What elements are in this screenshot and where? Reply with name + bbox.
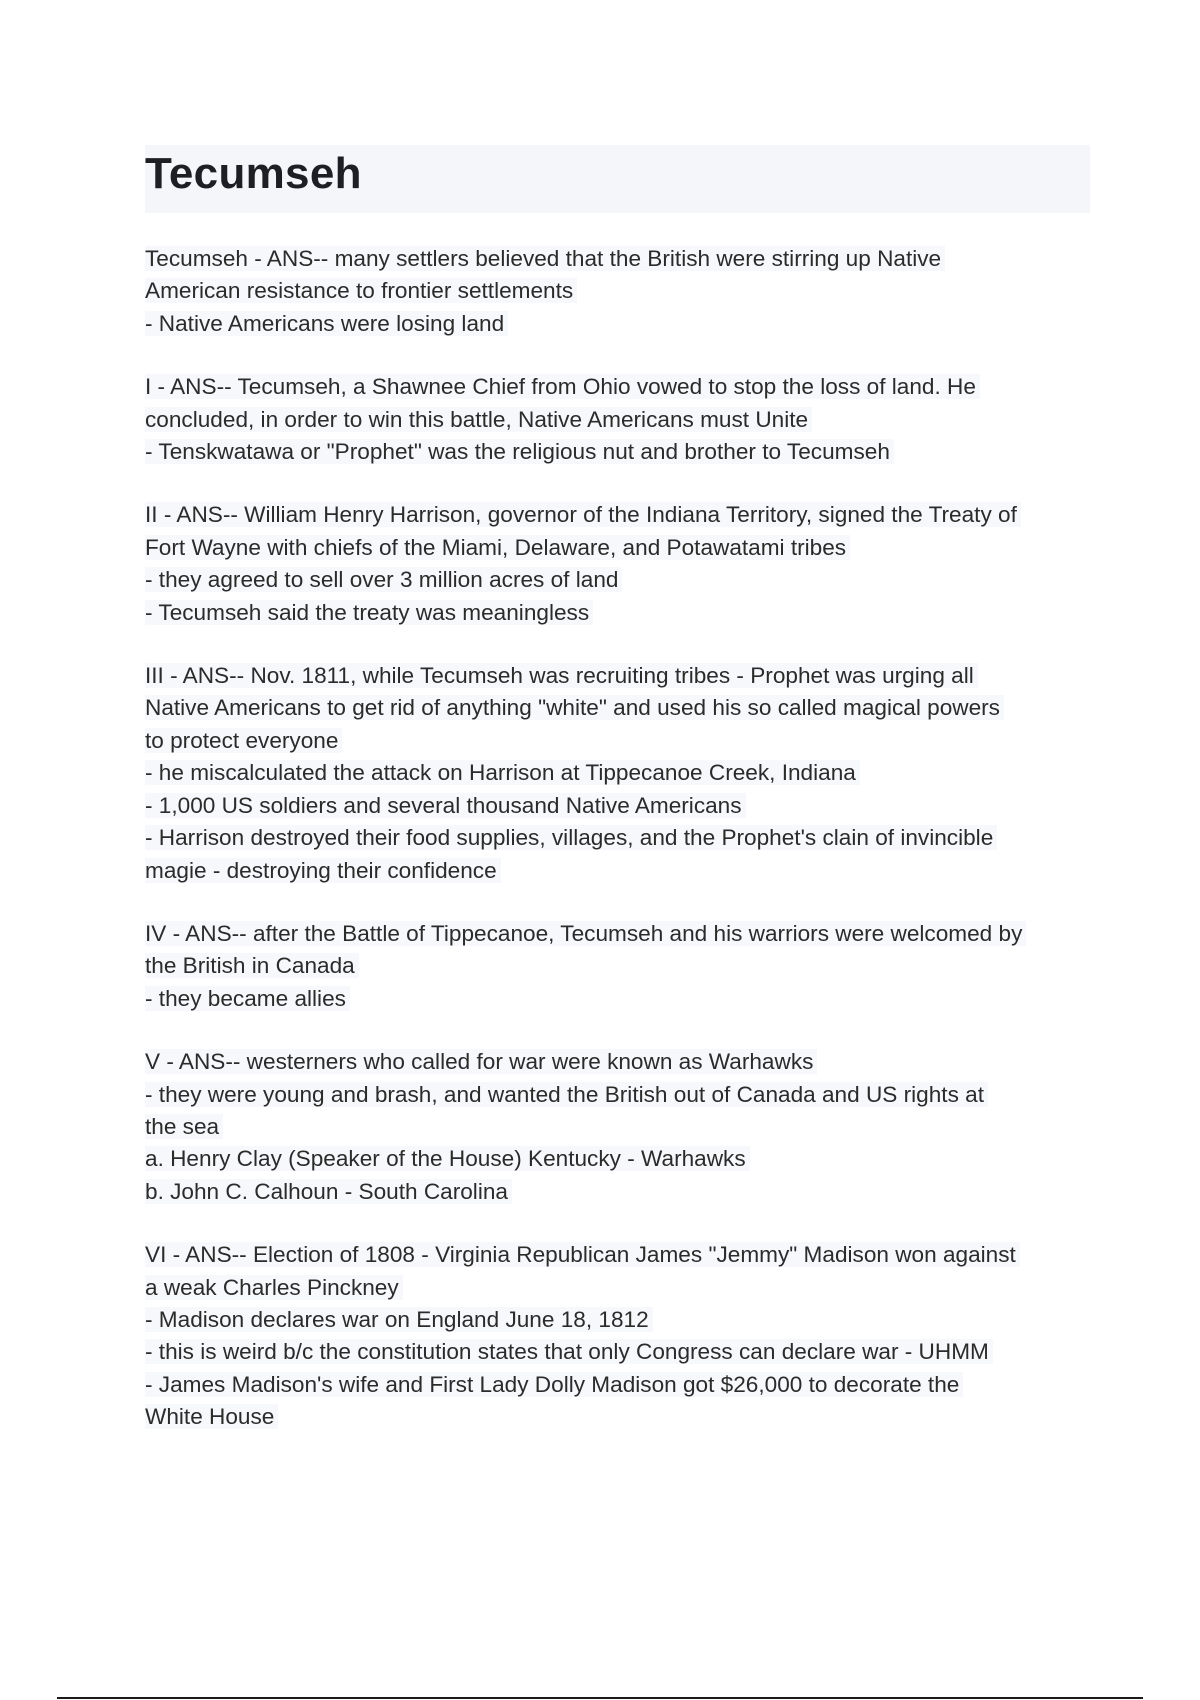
entry-line — [145, 275, 1095, 307]
entry-line — [145, 1111, 1095, 1143]
qa-entry — [145, 918, 1095, 1015]
entry-line — [145, 597, 1095, 629]
entry-line-text: Tecumseh - ANS-- many settlers believed that the British were stirring up Native — [145, 246, 945, 271]
entry-line — [145, 243, 1095, 275]
entry-line — [145, 692, 1095, 724]
entry-line — [145, 1239, 1095, 1271]
entry-line-text: the British in Canada — [145, 953, 359, 978]
entry-line-text: - Tenskwatawa or "Prophet" was the religious nut and brother to Tecumseh — [145, 439, 894, 464]
entry-line — [145, 1079, 1095, 1111]
entry-line-text: a weak Charles Pinckney — [145, 1275, 403, 1300]
qa-entry — [145, 660, 1095, 887]
entry-line — [145, 532, 1095, 564]
entry-line — [145, 371, 1095, 403]
qa-entry — [145, 371, 1095, 468]
entry-line-text: concluded, in order to win this battle, Native Americans must Unite — [145, 407, 812, 432]
entry-line — [145, 1401, 1095, 1433]
entry-line — [145, 855, 1095, 887]
entry-line — [145, 436, 1095, 468]
entry-line — [145, 822, 1095, 854]
entry-line — [145, 757, 1095, 789]
entry-line-text: - Harrison destroyed their food supplies, villages, and the Prophet's clain of invincible — [145, 825, 997, 850]
entry-line-text: American resistance to frontier settlements — [145, 278, 577, 303]
entry-line — [145, 950, 1095, 982]
entry-line-text: - 1,000 US soldiers and several thousand Native Americans — [145, 793, 746, 818]
entry-line-text: VI - ANS-- Election of 1808 - Virginia Republican James "Jemmy" Madison won against — [145, 1242, 1020, 1267]
entry-line-text: to protect everyone — [145, 728, 342, 753]
entry-line — [145, 725, 1095, 757]
entry-line-text: - this is weird b/c the constitution states that only Congress can declare war - UHMM — [145, 1339, 993, 1364]
entry-line-text: b. John C. Calhoun - South Carolina — [145, 1179, 512, 1204]
entry-line — [145, 404, 1095, 436]
entry-line — [145, 790, 1095, 822]
entry-line — [145, 564, 1095, 596]
entry-line — [145, 1176, 1095, 1208]
qa-entry — [145, 1046, 1095, 1208]
entry-line — [145, 918, 1095, 950]
page-bottom-rule — [57, 1697, 1143, 1699]
entry-line — [145, 1143, 1095, 1175]
entry-line-text: - Native Americans were losing land — [145, 311, 508, 336]
entry-line — [145, 499, 1095, 531]
entry-line-text: a. Henry Clay (Speaker of the House) Kentucky - Warhawks — [145, 1146, 750, 1171]
entry-line-text: the sea — [145, 1114, 223, 1139]
qa-entry — [145, 499, 1095, 629]
entry-line — [145, 1046, 1095, 1078]
notes-content — [145, 243, 1095, 1465]
entry-line — [145, 1336, 1095, 1368]
entry-line-text: IV - ANS-- after the Battle of Tippecanoe, Tecumseh and his warriors were welcomed by — [145, 921, 1026, 946]
entry-line-text: - he miscalculated the attack on Harrison at Tippecanoe Creek, Indiana — [145, 760, 860, 785]
entry-line — [145, 308, 1095, 340]
entry-line — [145, 983, 1095, 1015]
entry-line-text: White House — [145, 1404, 278, 1429]
entry-line-text: - they became allies — [145, 986, 350, 1011]
entry-line — [145, 1369, 1095, 1401]
entry-line-text: magie - destroying their confidence — [145, 858, 501, 883]
entry-line-text: - James Madison's wife and First Lady Dolly Madison got $26,000 to decorate the — [145, 1372, 963, 1397]
qa-entry — [145, 243, 1095, 340]
page-title: Tecumseh — [145, 149, 362, 198]
entry-line-text: - they agreed to sell over 3 million acres of land — [145, 567, 622, 592]
entry-line — [145, 1272, 1095, 1304]
entry-line-text: Fort Wayne with chiefs of the Miami, Delaware, and Potawatami tribes — [145, 535, 850, 560]
entry-line-text: III - ANS-- Nov. 1811, while Tecumseh was recruiting tribes - Prophet was urging all — [145, 663, 978, 688]
entry-line-text: V - ANS-- westerners who called for war were known as Warhawks — [145, 1049, 817, 1074]
entry-line-text: I - ANS-- Tecumseh, a Shawnee Chief from Ohio vowed to stop the loss of land. He — [145, 374, 980, 399]
entry-line-text: - they were young and brash, and wanted the British out of Canada and US rights at — [145, 1082, 988, 1107]
qa-entry — [145, 1239, 1095, 1433]
entry-line — [145, 1304, 1095, 1336]
entry-line-text: - Tecumseh said the treaty was meaningless — [145, 600, 593, 625]
entry-line — [145, 660, 1095, 692]
entry-line-text: II - ANS-- William Henry Harrison, governor of the Indiana Territory, signed the Treaty of — [145, 502, 1021, 527]
entry-line-text: Native Americans to get rid of anything "white" and used his so called magical powers — [145, 695, 1004, 720]
entry-line-text: - Madison declares war on England June 18, 1812 — [145, 1307, 653, 1332]
